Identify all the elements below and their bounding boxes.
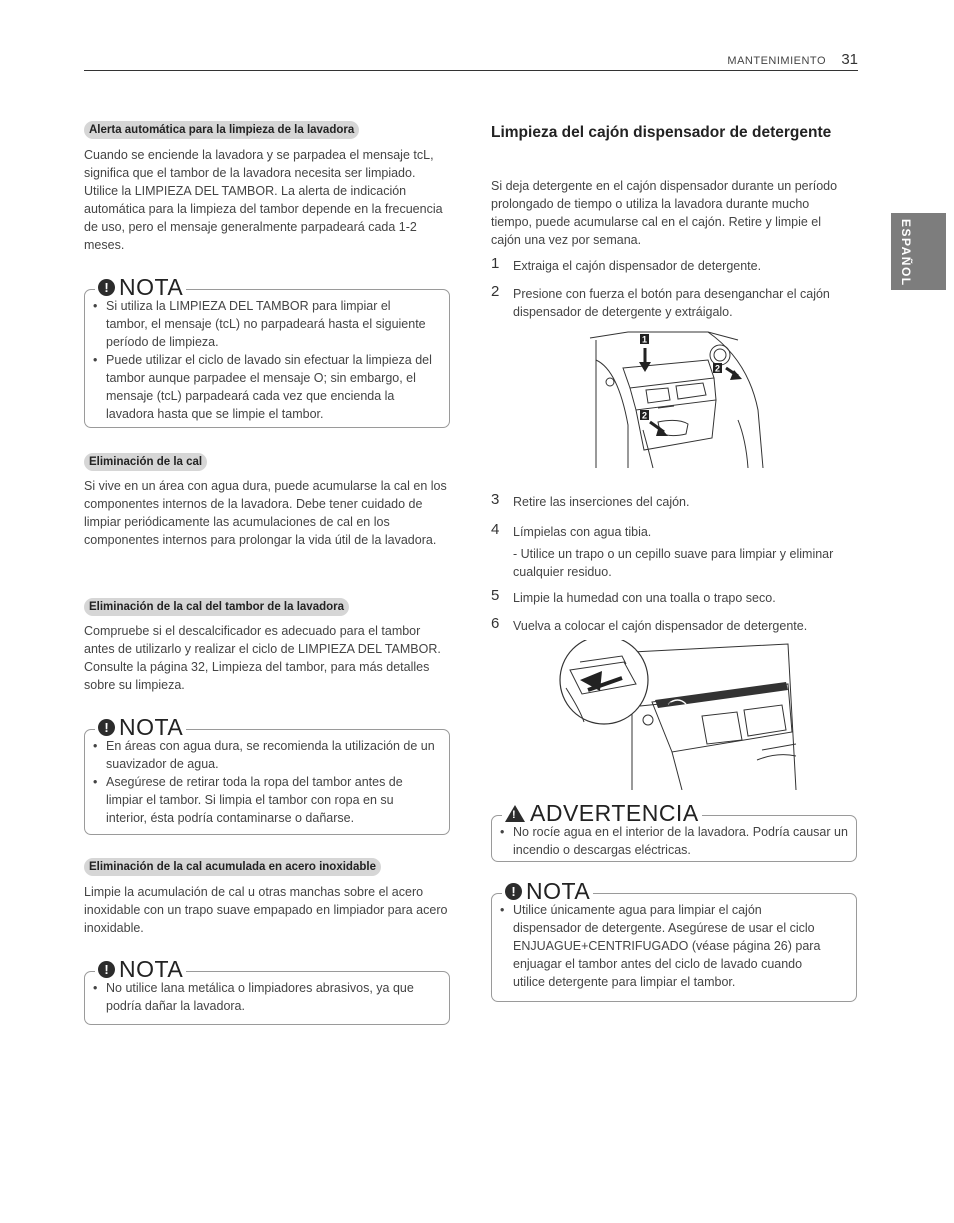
language-tab-label: ESPAÑOL xyxy=(899,219,913,287)
section-body-stainless: Limpie la acumulación de cal u otras manchas sobre el acero inoxidable con un trapo suave empapado en limpiador para acero inoxidable. xyxy=(84,885,448,935)
step-text: Limpie la humedad con una toalla o trapo seco. xyxy=(513,591,776,605)
step-1 xyxy=(491,257,857,275)
exclamation-icon: ! xyxy=(98,961,115,978)
note-list-1 xyxy=(85,297,449,423)
step-text: Extraiga el cajón dispensador de detergente. xyxy=(513,259,762,273)
note-box-3 xyxy=(84,955,450,1025)
exclamation-icon: ! xyxy=(98,279,115,296)
language-tab xyxy=(891,213,946,290)
note-item: • En áreas con agua dura, se recomienda la utilización de un suavizador de agua. xyxy=(85,737,449,773)
warning-label-text: ADVERTENCIA xyxy=(530,799,699,826)
exclamation-icon: ! xyxy=(98,719,115,736)
note-list-2 xyxy=(85,737,449,827)
page-header xyxy=(84,50,858,71)
note-list-3 xyxy=(85,979,449,1015)
warning-box xyxy=(491,799,857,862)
note-item: • Asegúrese de retirar toda la ropa del tambor antes de limpiar el tambor. Si limpia el tambor con ropa en su interior, ésta podría contaminarse o dañarse. xyxy=(85,773,449,827)
step-number: 1 xyxy=(491,255,500,272)
step-number: 2 xyxy=(491,283,500,300)
note-box-4 xyxy=(491,877,857,1002)
step-5 xyxy=(491,589,857,607)
step-text: Retire las inserciones del cajón. xyxy=(513,495,690,509)
callout-label: 2 xyxy=(641,410,648,421)
step-3 xyxy=(491,493,857,511)
drawer-reinsert-illustration xyxy=(552,640,800,790)
warning-item: • No rocíe agua en el interior de la lavadora. Podría causar un incendio o descargas eléctricas. xyxy=(492,823,856,859)
note-label xyxy=(95,715,186,739)
step-4 xyxy=(491,523,857,541)
warning-label xyxy=(502,801,702,825)
drawer-removal-illustration xyxy=(588,330,766,470)
note-box-1 xyxy=(84,273,450,428)
page-number: 31 xyxy=(841,51,858,68)
step-4-subnote: - Utilice un trapo o un cepillo suave para limpiar y eliminar cualquier residuo. xyxy=(513,547,834,579)
step-number: 6 xyxy=(491,615,500,632)
section-title-stainless: Eliminación de la cal acumulada en acero inoxidable xyxy=(84,858,381,876)
section-title-lime: Eliminación de la cal xyxy=(84,453,207,471)
note-label-text: NOTA xyxy=(119,713,184,740)
note-item: • No utilice lana metálica o limpiadores abrasivos, ya que podría dañar la lavadora. xyxy=(85,979,449,1015)
step-6 xyxy=(491,617,857,635)
callout-label: 2 xyxy=(714,363,721,374)
section-body-lime: Si vive en un área con agua dura, puede acumularse la cal en los componentes internos de la lavadora. Debe tener cuidado de limpiar periódicamente las acumulaciones de cal en los componentes internos para prolongar la vida útil de la lavadora. xyxy=(84,479,447,547)
note-label-text: NOTA xyxy=(119,273,184,300)
note-label xyxy=(95,957,186,981)
note-label xyxy=(95,275,186,299)
step-number: 4 xyxy=(491,521,500,538)
right-section-title: Limpieza del cajón dispensador de detergente xyxy=(491,124,832,141)
exclamation-icon: ! xyxy=(505,883,522,900)
note-box-2 xyxy=(84,713,450,835)
step-text: Límpielas con agua tibia. xyxy=(513,525,652,539)
header-section: MANTENIMIENTO xyxy=(727,55,826,67)
section-title-auto-alert: Alerta automática para la limpieza de la lavadora xyxy=(84,121,359,139)
note-item: • Puede utilizar el ciclo de lavado sin efectuar la limpieza del tambor aunque parpadee el mensaje O; sin embargo, el mensaje (tcL) parpadeará cada vez que encienda la lavadora hasta que se limpie el tambor. xyxy=(85,351,449,423)
step-number: 5 xyxy=(491,587,500,604)
note-list-4 xyxy=(492,901,856,991)
section-body-drum-lime: Compruebe si el descalcificador es adecuado para el tambor antes de utilizarlo y realizar el ciclo de LIMPIEZA DEL TAMBOR. Consulte la página 32, Limpieza del tambor, para más detalles sobre su limpieza. xyxy=(84,624,441,692)
step-number: 3 xyxy=(491,491,500,508)
note-item: • Utilice únicamente agua para limpiar el cajón dispensador de detergente. Asegúrese de usar el ciclo ENJUAGUE+CENTRIFUGADO (véase página 26) para enjuagar el tambor antes del ciclo de lavado cuando utilice detergente para limpiar el tambor. xyxy=(492,901,856,991)
step-2 xyxy=(491,285,857,321)
step-text: Vuelva a colocar el cajón dispensador de detergente. xyxy=(513,619,808,633)
right-intro: Si deja detergente en el cajón dispensador durante un período prolongado de tiempo o utiliza la lavadora durante mucho tiempo, puede acumularse cal en el cajón. Retire y limpie el cajón una vez por semana. xyxy=(491,179,838,247)
step-text: Presione con fuerza el botón para desenganchar el cajón dispensador de detergente y extráigalo. xyxy=(513,287,830,319)
section-body-auto-alert: Cuando se enciende la lavadora y se parpadea el mensaje tcL, significa que el tambor de la lavadora necesita ser limpiado. Utilice la LIMPIEZA DEL TAMBOR. La alerta de indicación automática para la limpieza del tambor depende en la frecuencia de uso, pero el mensaje generalmente parpadeará cada 1-2 meses. xyxy=(84,148,443,252)
callout-label: 1 xyxy=(641,334,648,345)
note-label xyxy=(502,879,593,903)
warning-triangle-icon: ! xyxy=(505,805,525,822)
note-label-text: NOTA xyxy=(526,877,591,904)
section-title-drum-lime: Eliminación de la cal del tambor de la lavadora xyxy=(84,598,349,616)
note-label-text: NOTA xyxy=(119,955,184,982)
warning-list xyxy=(492,823,856,859)
note-item: • Si utiliza la LIMPIEZA DEL TAMBOR para limpiar el tambor, el mensaje (tcL) no parpadeará hasta el siguiente período de limpieza. xyxy=(85,297,449,351)
